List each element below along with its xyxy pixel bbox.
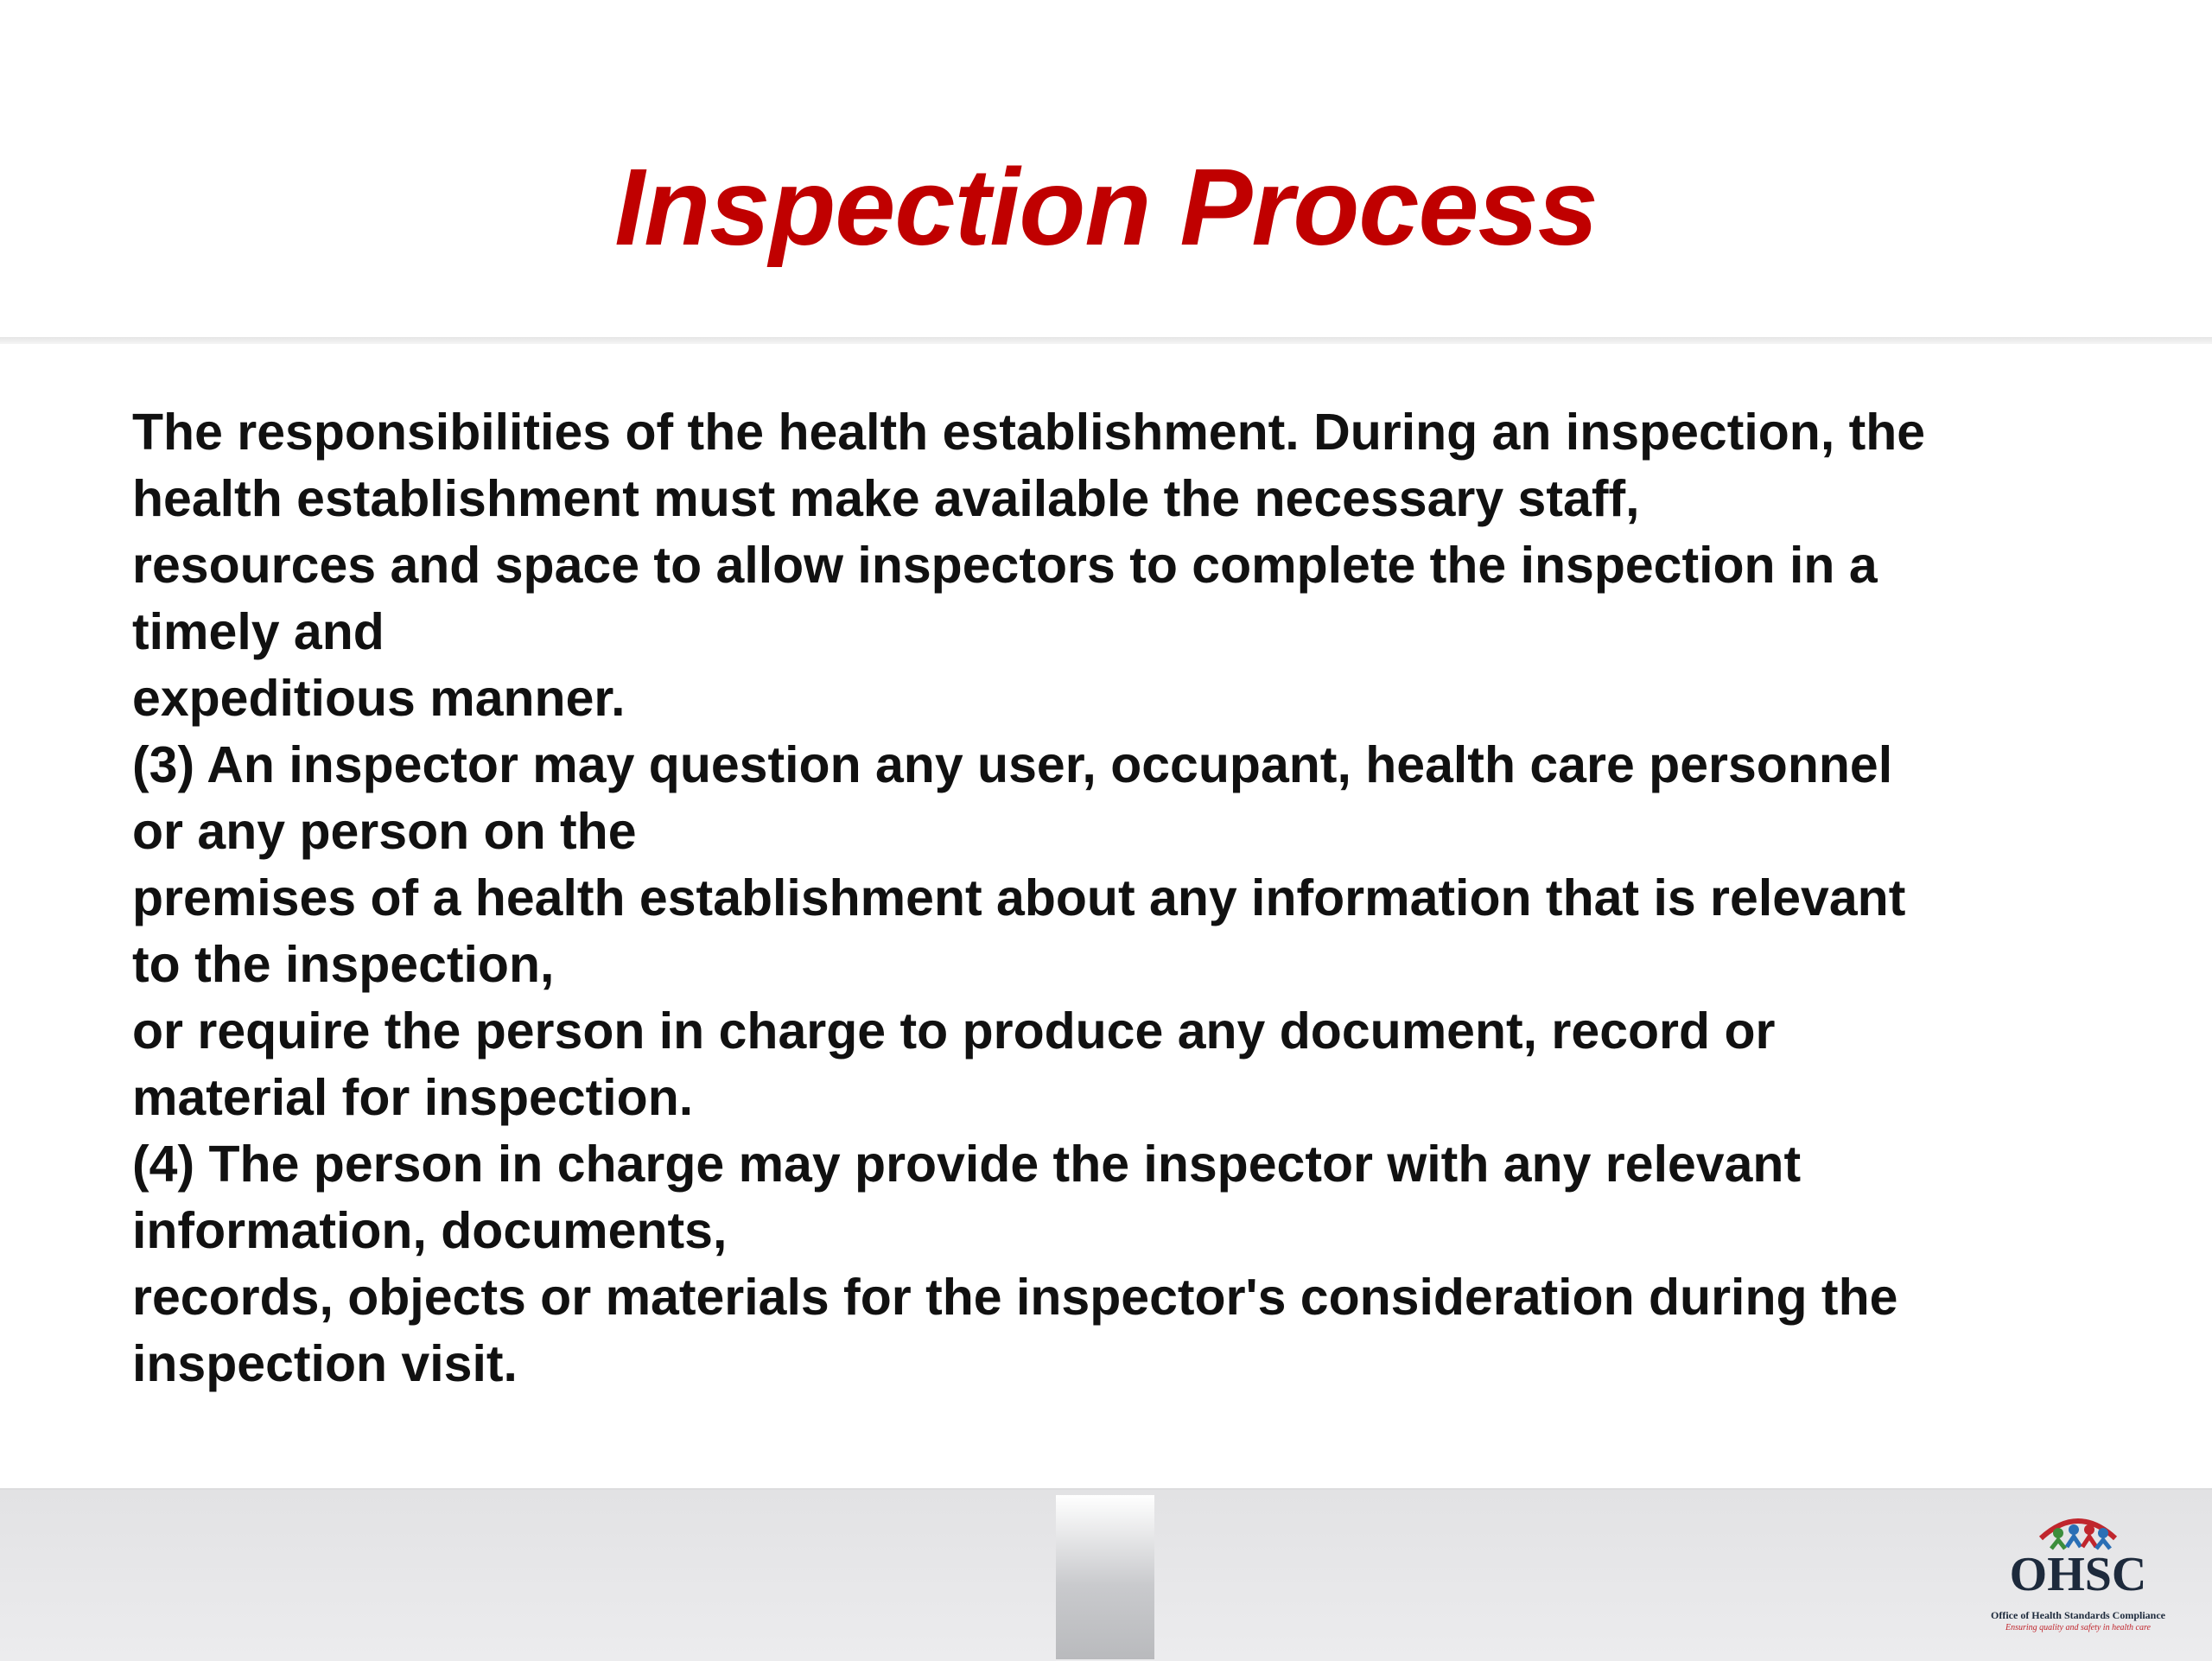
- body-line: health establishment must make available the necessary staff,: [132, 470, 1640, 527]
- body-line: resources and space to allow inspectors to complete the inspection in a: [132, 537, 1878, 594]
- footer-tab: [1056, 1495, 1154, 1659]
- body-line: timely and: [132, 603, 385, 660]
- body-line: (4) The person in charge may provide the inspector with any relevant: [132, 1136, 1802, 1193]
- body-line: The responsibilities of the health establishment. During an inspection, the: [132, 404, 1926, 461]
- body-line: records, objects or materials for the inspector's consideration during the: [132, 1269, 1898, 1326]
- logo-name: OHSC: [2009, 1548, 2147, 1601]
- body-line: information, documents,: [132, 1202, 728, 1259]
- body-line: to the inspection,: [132, 936, 555, 993]
- body-line: inspection visit.: [132, 1335, 518, 1392]
- logo-subtitle: Office of Health Standards Compliance: [1991, 1609, 2165, 1621]
- body-line: expeditious manner.: [132, 670, 626, 727]
- slide-body: [132, 399, 2137, 1397]
- ohsc-logo: [1961, 1504, 2195, 1651]
- body-line: material for inspection.: [132, 1069, 694, 1126]
- body-line: or any person on the: [132, 803, 637, 860]
- slide-title: Inspection Process: [614, 146, 1598, 268]
- body-line: or require the person in charge to produce any document, record or: [132, 1002, 1776, 1060]
- body-line: (3) An inspector may question any user, occupant, health care personnel: [132, 736, 1893, 793]
- title-divider: [0, 337, 2212, 344]
- logo-tagline: Ensuring quality and safety in health care: [2005, 1623, 2151, 1632]
- body-line: premises of a health establishment about any information that is relevant: [132, 869, 1906, 926]
